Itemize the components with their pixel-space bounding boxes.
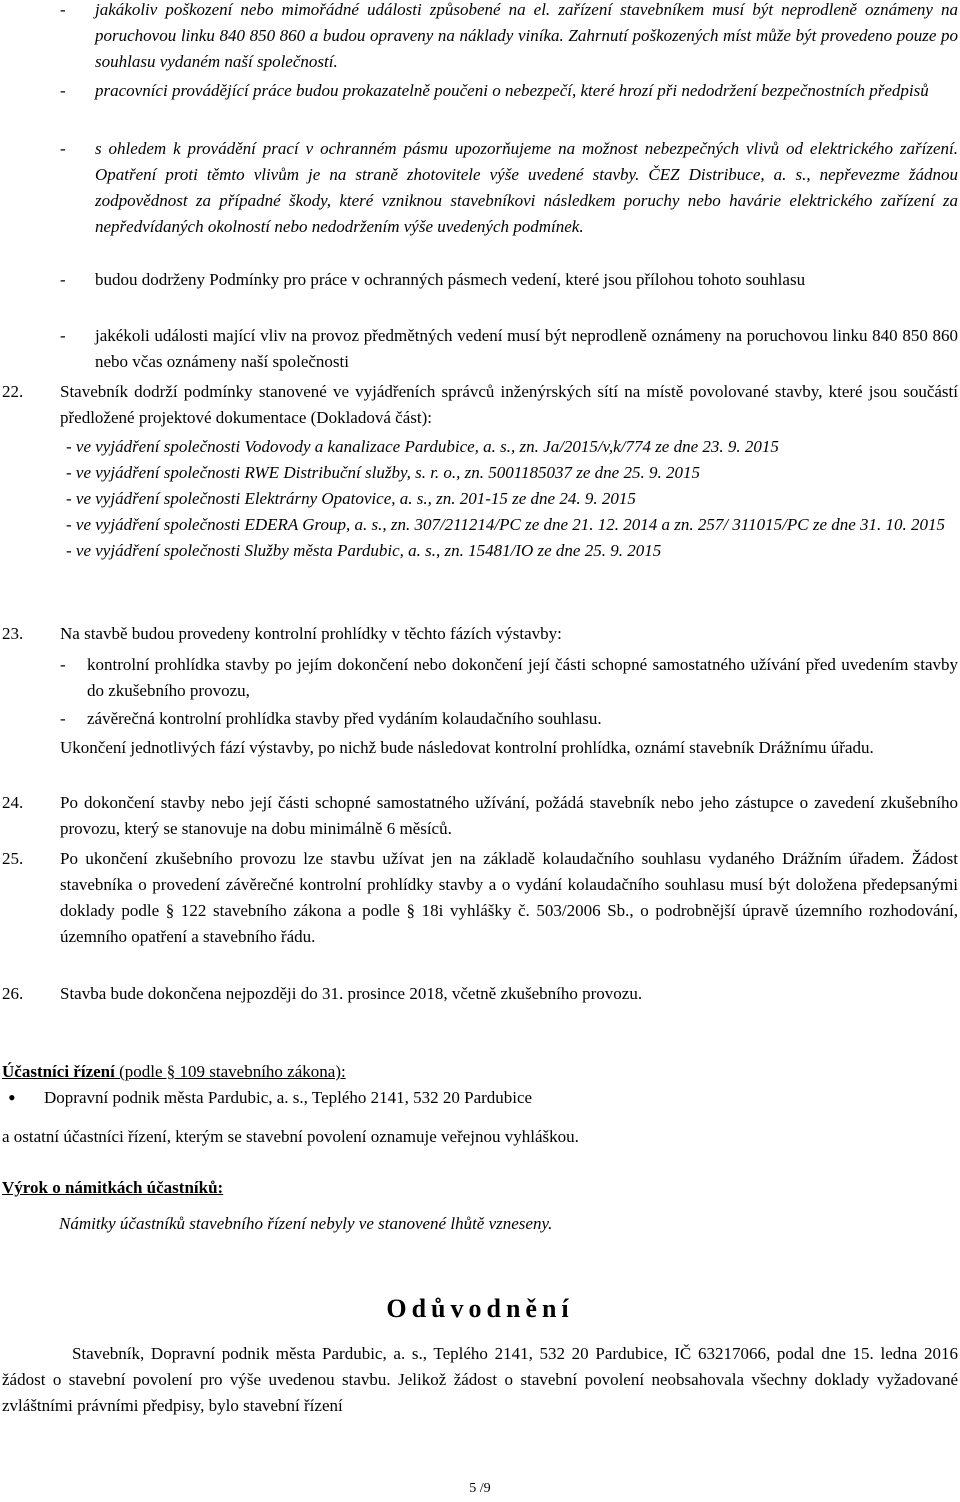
item-23-sub-1 xyxy=(60,706,958,732)
participant-name: Dopravní podnik města Pardubic, a. s., Teplého 2141, 532 20 Pardubice xyxy=(44,1088,533,1107)
item-text: Stavebník dodrží podmínky stanovené ve vyjádřeních správců inženýrských sítí na místě povolované stavby, které jsou součástí předložené projektové dokumentace (Dokladová část): xyxy=(60,382,958,427)
item-number: 23. xyxy=(2,624,24,643)
intro-item-4 xyxy=(60,323,958,375)
sub-item: - ve vyjádření společnosti RWE Distribuční služby, s. r. o., zn. 5001185037 ze dne 25. 9. 2015 xyxy=(66,463,700,482)
participants-others: a ostatní účastníci řízení, kterým se stavební povolení oznamuje veřejnou vyhláškou. xyxy=(2,1127,579,1146)
item-22 xyxy=(2,379,958,431)
item-23-closing: Ukončení jednotlivých fází výstavby, po nichž bude následovat kontrolní prohlídka, oznámí stavebník Drážnímu úřadu. xyxy=(60,738,874,757)
item-text: Po ukončení zkušebního provozu lze stavbu užívat jen na základě kolaudačního souhlasu vydaného Drážním úřadem. Žádost stavebníka o provedení závěrečné kontrolní prohlídky stavby a o vydání kolaudačního souhlasu musí být doložena předepsanými doklady podle § 122 stavebního zákona a podle § 18i vyhlášky č. 503/2006 Sb., o podrobnější úpravě územního rozhodování, územního opatření a stavebního řádu. xyxy=(60,849,958,946)
justification-text: Stavebník, Dopravní podnik města Pardubic, a. s., Teplého 2141, 532 20 Pardubice, IČ 63217066, podal dne 15. ledna 2016 žádost o stavební povolení pro výše uvedenou stavbu. Jelikož žádost o stavební povolení neobsahovala všechny doklady vyžadované zvláštními právními předpisy, bylo stavební řízení xyxy=(2,1344,958,1415)
dash-marker: - xyxy=(60,709,66,728)
sub-item: - ve vyjádření společnosti Elektrárny Opatovice, a. s., zn. 201-15 ze dne 24. 9. 2015 xyxy=(66,489,636,508)
dash-marker: - xyxy=(60,81,66,100)
page-number: 5 /9 xyxy=(469,1481,491,1496)
participants-heading-line xyxy=(2,1059,958,1085)
objections-text: Námitky účastníků stavebního řízení nebyly ve stanovené lhůtě vzneseny. xyxy=(59,1214,553,1233)
intro-item-text: pracovníci provádějící práce budou prokazatelně poučeni o nebezpečí, které hrozí při nedodržení bezpečnostních předpisů xyxy=(95,81,929,100)
dash-marker: - xyxy=(60,655,66,674)
item-23 xyxy=(2,621,958,647)
item-text: Po dokončení stavby nebo její části schopné samostatného užívání, požádá stavebník nebo jeho zástupce o zavedení zkušebního provozu, který se stanovuje na dobu minimálně 6 měsíců. xyxy=(60,793,958,838)
sub-item-text: kontrolní prohlídka stavby po jejím dokončení nebo dokončení její části schopné samostatného užívání před uvedením stavby do zkušebního provozu, xyxy=(87,655,958,700)
item-text: Na stavbě budou provedeny kontrolní prohlídky v těchto fázích výstavby: xyxy=(60,624,562,643)
sub-item: - ve vyjádření společnosti Služby města Pardubic, a. s., zn. 15481/IO ze dne 25. 9. 2015 xyxy=(66,541,662,560)
intro-item-3 xyxy=(60,267,958,293)
item-number: 24. xyxy=(2,793,24,812)
dash-marker: - xyxy=(60,0,66,19)
item-22-subs xyxy=(66,434,958,564)
item-number: 25. xyxy=(2,849,24,868)
intro-item-text: budou dodrženy Podmínky pro práce v ochranných pásmech vedení, které jsou přílohou tohoto souhlasu xyxy=(95,270,806,289)
sub-item: - ve vyjádření společnosti EDERA Group, a. s., zn. 307/211214/PC ze dne 21. 12. 2014 a zn. 257/ 311015/PC ze dne 31. 10. 2015 xyxy=(66,515,946,534)
intro-item-text: jakákoliv poškození nebo mimořádné události způsobené na el. zařízení stavebníkem musí být neprodleně oznámeny na poruchovou linku 840 850 860 a budou opraveny na náklady viníka. Zahrnutí poškozených míst může být provedeno pouze po souhlasu vydaném naší společností. xyxy=(95,0,958,71)
sub-item-text: závěrečná kontrolní prohlídka stavby před vydáním kolaudačního souhlasu. xyxy=(87,709,602,728)
justification-heading: Odůvodnění xyxy=(386,1294,574,1323)
item-number: 26. xyxy=(2,984,24,1003)
intro-item-1 xyxy=(60,78,958,104)
item-text: Stavba bude dokončena nejpozději do 31. prosince 2018, včetně zkušebního provozu. xyxy=(60,984,643,1003)
dash-marker: - xyxy=(60,326,66,345)
participants-heading: Účastníci řízení xyxy=(2,1062,115,1081)
item-24 xyxy=(2,790,958,842)
intro-item-0 xyxy=(60,0,958,75)
bullet-icon: • xyxy=(8,1085,16,1110)
intro-item-text: jakékoli události mající vliv na provoz předmětných vedení musí být neprodleně oznámeny na poruchovou linku 840 850 860 nebo včas oznámeny naší společnosti xyxy=(95,326,958,371)
dash-marker: - xyxy=(60,139,66,158)
sub-item: - ve vyjádření společnosti Vodovody a kanalizace Pardubice, a. s., zn. Ja/2015/v,k/774 ze dne 23. 9. 2015 xyxy=(66,437,779,456)
intro-item-text: s ohledem k provádění prací v ochranném pásmu upozorňujeme na možnost nebezpečných vlivů od elektrického zařízení. Opatření proti těmto vlivům je na straně zhotovitele výše uvedené stavby. ČEZ Distribuce, a. s., nepřevezme žádnou zodpovědnost za případné škody, které vzniknou stavebníkovi následkem poruchy nebo havárie elektrického zařízení za nepředvídaných okolností nebo nedodržením výše uvedených podmínek. xyxy=(95,139,958,236)
item-25 xyxy=(2,846,958,950)
participants-bullet-item xyxy=(2,1085,958,1111)
item-number: 22. xyxy=(2,382,24,401)
participants-heading-suffix: (podle § 109 stavebního zákona): xyxy=(114,1062,346,1081)
item-23-sub-0 xyxy=(60,652,958,704)
objections-heading: Výrok o námitkách účastníků: xyxy=(2,1178,224,1197)
intro-item-2 xyxy=(60,136,958,240)
item-26 xyxy=(2,981,958,1007)
dash-marker: - xyxy=(60,270,66,289)
